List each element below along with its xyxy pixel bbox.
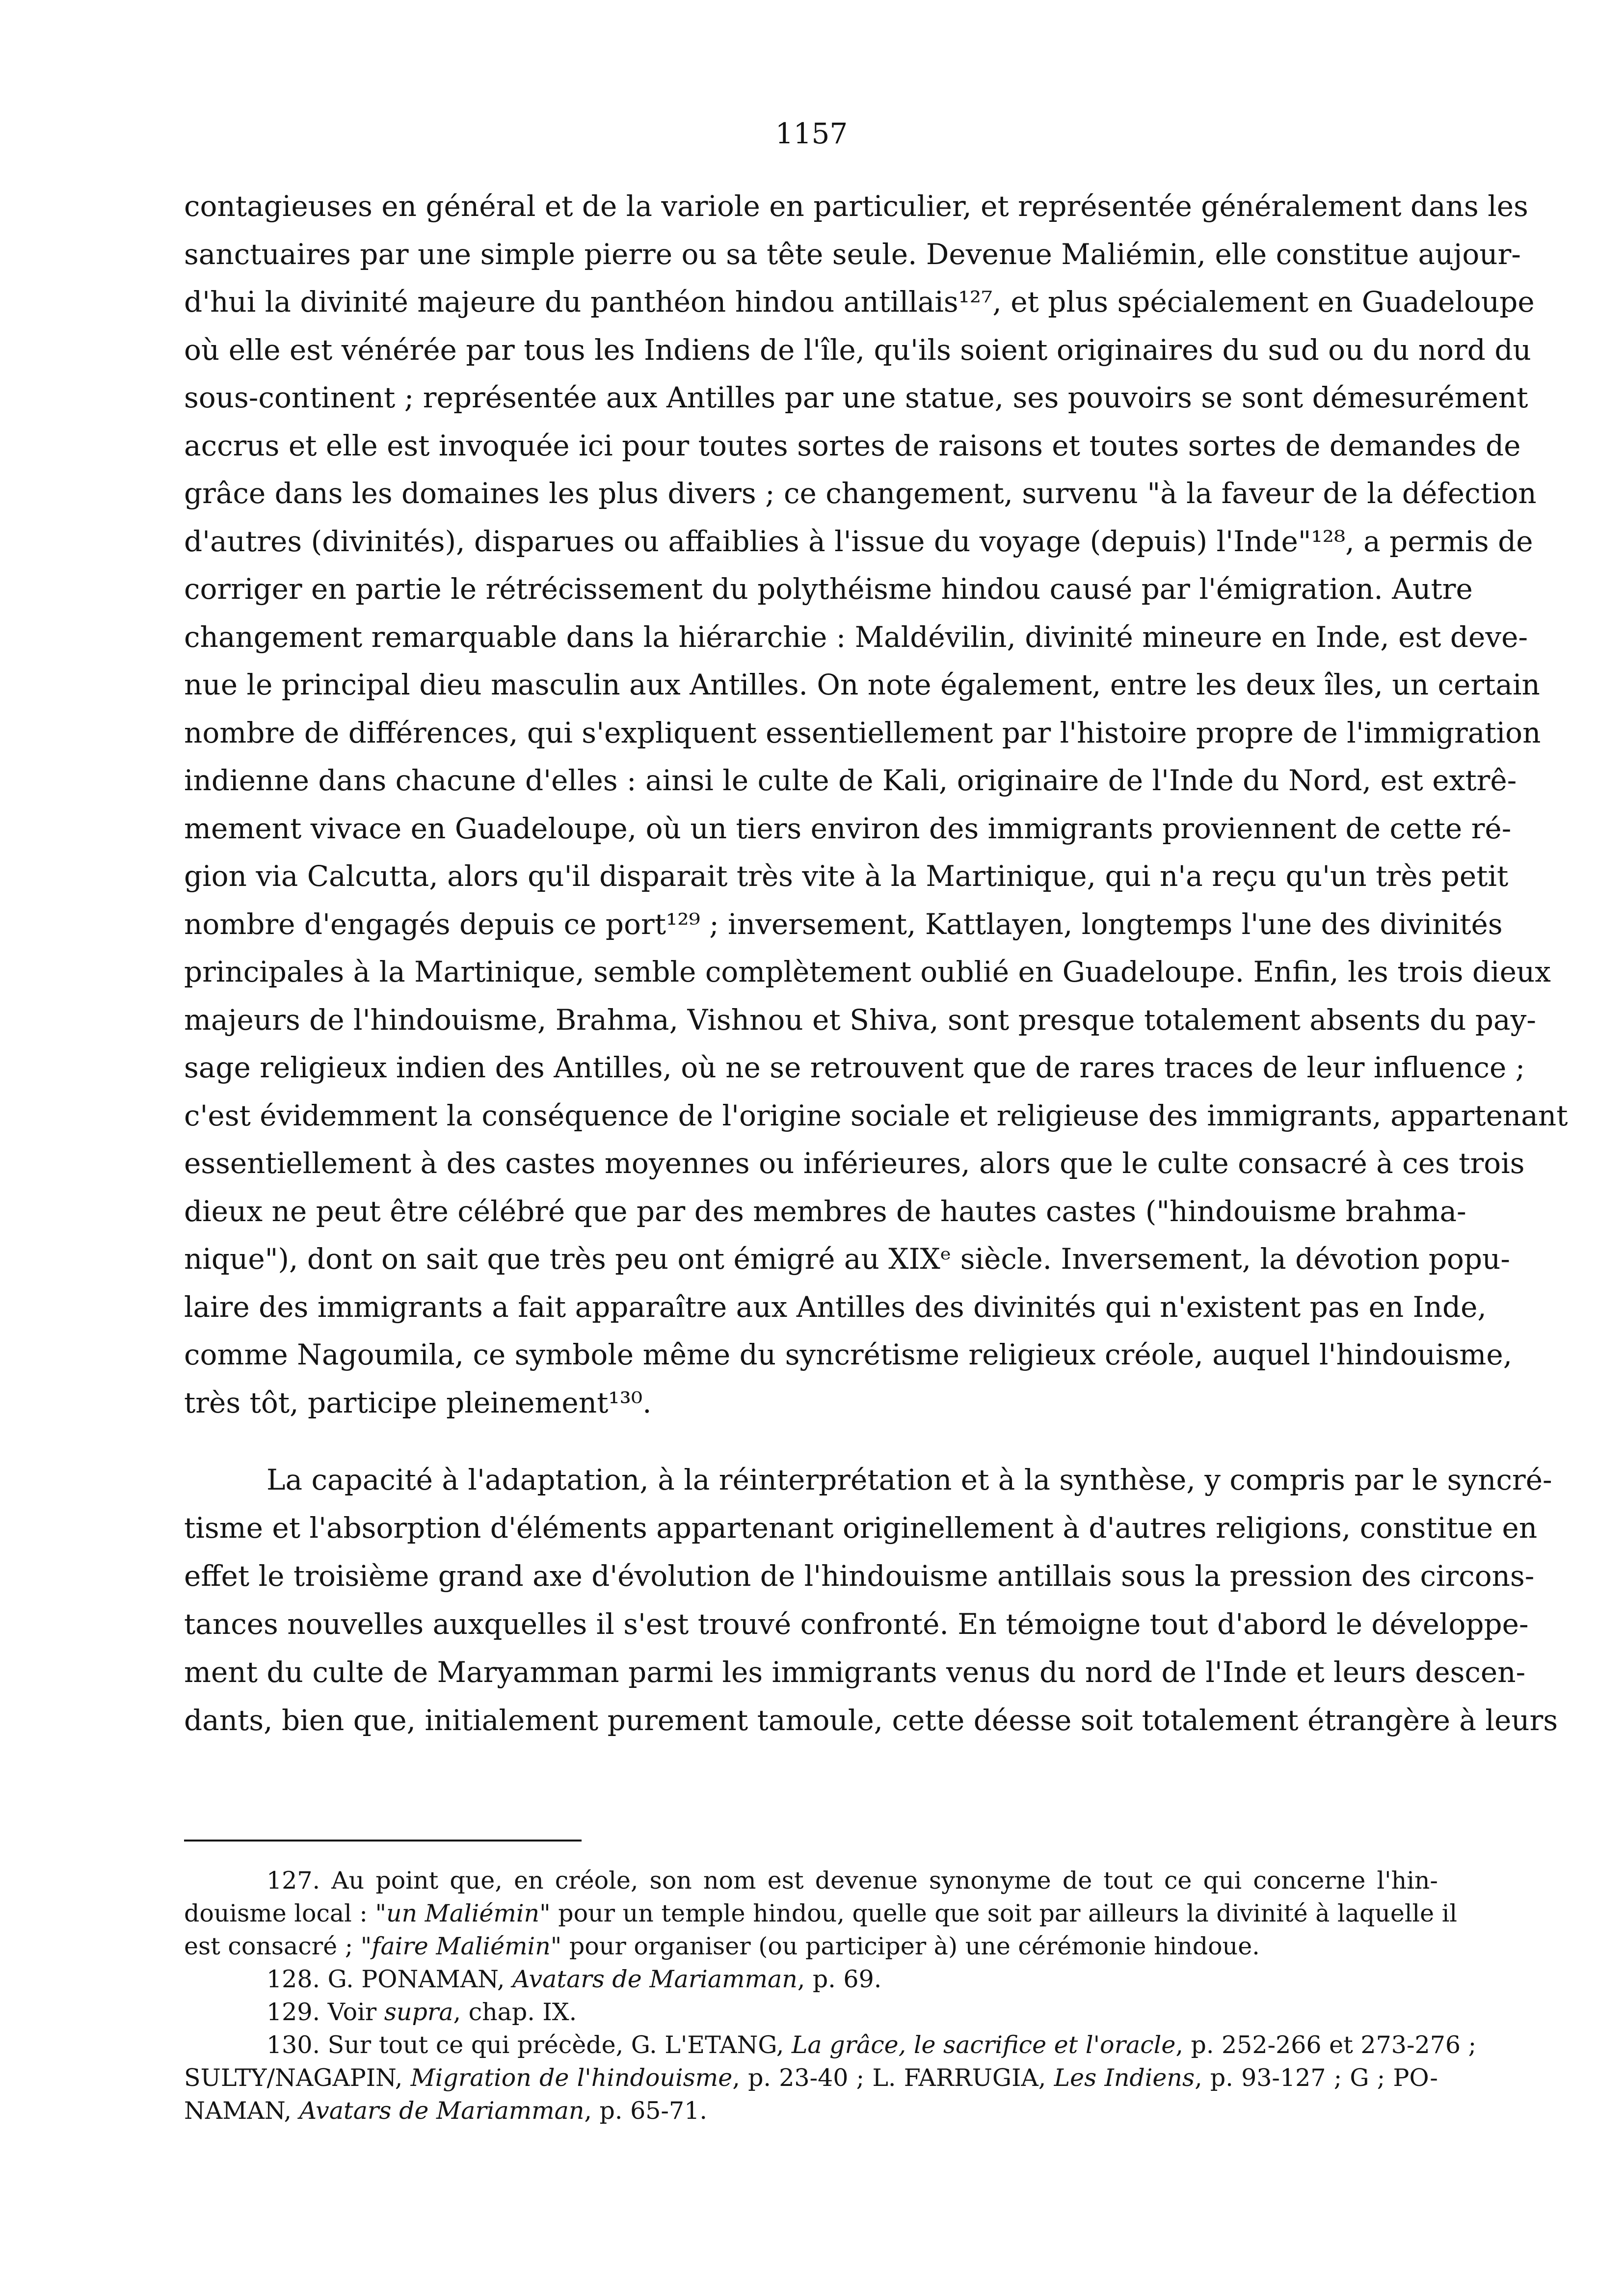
- footnote-127: [184, 1864, 1458, 1963]
- footnote-text: , p. 23-40 ; L. FARRUGIA,: [732, 2064, 1054, 2092]
- text-line: sous-continent ; représentée aux Antilles par une statue, ses pouvoirs se sont démesurément: [184, 381, 1528, 414]
- footnote-italic: un Maliémin: [386, 1899, 540, 1927]
- text-line: d'hui la divinité majeure du panthéon hindou antillais¹²⁷, et plus spécialement en Guadeloupe: [184, 285, 1535, 319]
- text-line: tances nouvelles auxquelles il s'est trouvé confronté. En témoigne tout d'abord le développe-: [184, 1607, 1529, 1641]
- text-line: principales à la Martinique, semble complètement oublié en Guadeloupe. Enfin, les trois dieux: [184, 955, 1551, 988]
- text-line: contagieuses en général et de la variole en particulier, et représentée généralement dans les: [184, 189, 1528, 223]
- text-line: laire des immigrants a fait apparaître aux Antilles des divinités qui n'existent pas en Inde,: [184, 1290, 1487, 1324]
- text-line: indienne dans chacune d'elles : ainsi le culte de Kali, originaire de l'Inde du Nord, est extrê-: [184, 764, 1517, 797]
- footnote-line: [184, 2061, 1438, 2094]
- text-line: corriger en partie le rétrécissement du polythéisme hindou causé par l'émigration. Autre: [184, 572, 1473, 606]
- footnote-line: [184, 2029, 1477, 2061]
- text-line: sage religieux indien des Antilles, où ne se retrouvent que de rares traces de leur influence ;: [184, 1051, 1525, 1084]
- paragraph-1: [184, 183, 1568, 1427]
- text-line: La capacité à l'adaptation, à la réinterprétation et à la synthèse, y compris par le syncré-: [266, 1463, 1552, 1496]
- text-line: tisme et l'absorption d'éléments appartenant originellement à d'autres religions, constitue en: [184, 1511, 1538, 1545]
- footnote-line: [184, 1963, 1438, 1996]
- footnotes: [184, 1864, 1477, 2127]
- text-line: très tôt, participe pleinement¹³⁰.: [184, 1386, 652, 1419]
- footnote-text: 130. Sur tout ce qui précède, G. L'ETANG,: [266, 2031, 792, 2059]
- footnote-italic: Avatars de Mariamman: [299, 2097, 585, 2125]
- footnote-text: NAMAN,: [184, 2097, 299, 2125]
- footnote-129: [184, 1996, 1438, 2029]
- text-line: effet le troisième grand axe d'évolution de l'hindouisme antillais sous la pression des circons-: [184, 1559, 1535, 1593]
- footnote-130: [184, 2029, 1477, 2127]
- text-line: gion via Calcutta, alors qu'il disparait très vite à la Martinique, qui n'a reçu qu'un très petit: [184, 859, 1509, 893]
- footnote-text: douisme local : ": [184, 1899, 386, 1927]
- footnote-line: [184, 1897, 1458, 1930]
- text-line: c'est évidemment la conséquence de l'origine sociale et religieuse des immigrants, appartenant: [184, 1098, 1568, 1132]
- footnote-italic: supra: [384, 1998, 453, 2026]
- text-line: nombre de différences, qui s'expliquent essentiellement par l'histoire propre de l'immigration: [184, 716, 1541, 749]
- footnote-italic: Les Indiens: [1054, 2064, 1195, 2092]
- footnote-text: 129. Voir: [266, 1998, 384, 2026]
- footnote-text: SULTY/NAGAPIN,: [184, 2064, 411, 2092]
- footnote-italic: Migration de l'hindouisme: [410, 2064, 733, 2092]
- paragraph-2: [184, 1456, 1558, 1744]
- text-line: sanctuaires par une simple pierre ou sa tête seule. Devenue Maliémin, elle constitue aujour-: [184, 237, 1521, 271]
- footnote-text: , p. 252-266 et 273-276 ;: [1175, 2031, 1477, 2059]
- footnote-128: [184, 1963, 1438, 1996]
- footnote-line: [184, 2094, 1438, 2127]
- footnote-text: , p. 69.: [797, 1965, 882, 1993]
- footnote-text: est consacré ; ": [184, 1932, 372, 1960]
- footnote-line: [184, 1996, 1438, 2029]
- footnote-italic: faire Maliémin: [372, 1932, 551, 1960]
- text-line: mement vivace en Guadeloupe, où un tiers environ des immigrants proviennent de cette ré-: [184, 811, 1512, 845]
- footnote-text: " pour un temple hindou, quelle que soit par ailleurs la divinité à laquelle il: [539, 1899, 1458, 1927]
- footnote-text: , p. 93-127 ; G ; PO-: [1195, 2064, 1438, 2092]
- footnote-text: 127. Au point que, en créole, son nom est devenue synonyme de tout ce qui concerne l'hin-: [266, 1867, 1438, 1895]
- text-line: nombre d'engagés depuis ce port¹²⁹ ; inversement, Kattlayen, longtemps l'une des divinités: [184, 907, 1503, 941]
- footnote-text: 128. G. PONAMAN,: [266, 1965, 513, 1993]
- text-line: d'autres (divinités), disparues ou affaiblies à l'issue du voyage (depuis) l'Inde"¹²⁸, a permis de: [184, 524, 1533, 558]
- footnote-italic: La grâce, le sacrifice et l'oracle: [791, 2031, 1176, 2059]
- footnote-italic: Avatars de Mariamman: [512, 1965, 798, 1993]
- text-line: dieux ne peut être célébré que par des membres de hautes castes ("hindouisme brahma-: [184, 1194, 1466, 1228]
- page-number: 1157: [775, 117, 848, 150]
- text-line: comme Nagoumila, ce symbole même du syncrétisme religieux créole, auquel l'hindouisme,: [184, 1338, 1513, 1371]
- text-line: majeurs de l'hindouisme, Brahma, Vishnou et Shiva, sont presque totalement absents du pay-: [184, 1003, 1536, 1037]
- text-line: dants, bien que, initialement purement tamoule, cette déesse soit totalement étrangère à leurs: [184, 1704, 1558, 1737]
- text-line: ment du culte de Maryamman parmi les immigrants venus du nord de l'Inde et leurs descen-: [184, 1655, 1526, 1689]
- text-line: nue le principal dieu masculin aux Antilles. On note également, entre les deux îles, un certain: [184, 668, 1540, 701]
- footnote-line: [184, 1930, 1438, 1963]
- footnote-line: [184, 1864, 1438, 1897]
- footnote-separator: [184, 1840, 582, 1842]
- text-line: nique"), dont on sait que très peu ont émigré au XIXᵉ siècle. Inversement, la dévotion popu-: [184, 1242, 1510, 1276]
- footnote-text: , chap. IX.: [453, 1998, 577, 2026]
- text-line: essentiellement à des castes moyennes ou inférieures, alors que le culte consacré à ces trois: [184, 1147, 1525, 1180]
- footnote-text: , p. 65-71.: [584, 2097, 707, 2125]
- text-line: accrus et elle est invoquée ici pour toutes sortes de raisons et toutes sortes de demandes de: [184, 428, 1521, 462]
- footnote-text: " pour organiser (ou participer à) une cérémonie hindoue.: [550, 1932, 1260, 1960]
- text-line: grâce dans les domaines les plus divers ; ce changement, survenu "à la faveur de la défection: [184, 477, 1537, 510]
- text-line: changement remarquable dans la hiérarchie : Maldévilin, divinité mineure en Inde, est deve-: [184, 620, 1528, 654]
- text-line: où elle est vénérée par tous les Indiens de l'île, qu'ils soient originaires du sud ou du nord du: [184, 333, 1531, 367]
